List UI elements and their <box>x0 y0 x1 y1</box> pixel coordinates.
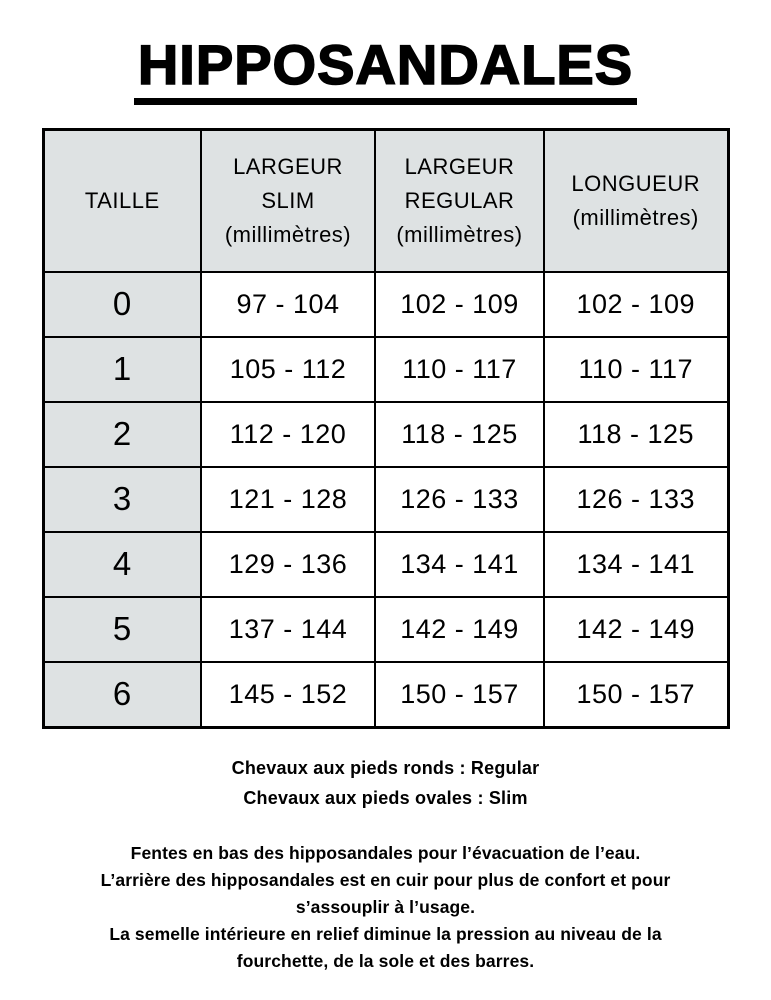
description-line: s’assouplir à l’usage. <box>295 896 476 917</box>
fit-note-slim: Chevaux aux pieds ovales : Slim <box>243 787 528 808</box>
slim-width-cell: 97 - 104 <box>201 272 375 337</box>
table-row <box>43 272 728 337</box>
col-header-taille <box>43 129 201 272</box>
length-cell: 150 - 157 <box>544 662 728 728</box>
table-header-row <box>43 129 728 272</box>
page-title-text: HIPPOSANDALES <box>134 36 637 105</box>
col-header-largeur-slim <box>201 129 375 272</box>
slim-width-cell: 129 - 136 <box>201 532 375 597</box>
regular-width-cell: 134 - 141 <box>375 532 544 597</box>
fit-notes <box>0 753 771 813</box>
col-header-label: LARGEUR <box>404 153 515 179</box>
slim-width-cell: 105 - 112 <box>201 337 375 402</box>
regular-width-cell: 102 - 109 <box>375 272 544 337</box>
description-line: L’arrière des hipposandales est en cuir pour plus de confort et pour <box>100 869 671 890</box>
size-cell: 1 <box>43 337 201 402</box>
table-row <box>43 662 728 728</box>
slim-width-cell: 112 - 120 <box>201 402 375 467</box>
description-line: Fentes en bas des hipposandales pour l’évacuation de l’eau. <box>130 842 641 863</box>
length-cell: 118 - 125 <box>544 402 728 467</box>
length-cell: 126 - 133 <box>544 467 728 532</box>
regular-width-cell: 142 - 149 <box>375 597 544 662</box>
description-line: La semelle intérieure en relief diminue la pression au niveau de la <box>109 923 662 944</box>
description-line: fourchette, de la sole et des barres. <box>236 950 535 971</box>
length-cell: 134 - 141 <box>544 532 728 597</box>
table-row <box>43 467 728 532</box>
size-cell: 5 <box>43 597 201 662</box>
regular-width-cell: 126 - 133 <box>375 467 544 532</box>
fit-note-regular: Chevaux aux pieds ronds : Regular <box>231 757 540 778</box>
col-header-label: SLIM <box>261 187 315 213</box>
col-header-unit: (millimètres) <box>396 221 523 247</box>
col-header-label: LARGEUR <box>233 153 343 179</box>
col-header-unit: (millimètres) <box>224 221 352 247</box>
table-row <box>43 337 728 402</box>
col-header-largeur-regular <box>375 129 544 272</box>
regular-width-cell: 150 - 157 <box>375 662 544 728</box>
page-title <box>0 33 771 105</box>
regular-width-cell: 110 - 117 <box>375 337 544 402</box>
size-chart-page <box>0 33 771 1000</box>
size-cell: 4 <box>43 532 201 597</box>
length-cell: 142 - 149 <box>544 597 728 662</box>
table-row <box>43 597 728 662</box>
size-cell: 0 <box>43 272 201 337</box>
regular-width-cell: 118 - 125 <box>375 402 544 467</box>
col-header-unit: (millimètres) <box>572 204 699 230</box>
col-header-label: LONGUEUR <box>571 170 701 196</box>
slim-width-cell: 137 - 144 <box>201 597 375 662</box>
col-header-label: TAILLE <box>84 187 160 213</box>
col-header-label: REGULAR <box>404 187 515 213</box>
slim-width-cell: 145 - 152 <box>201 662 375 728</box>
length-cell: 110 - 117 <box>544 337 728 402</box>
slim-width-cell: 121 - 128 <box>201 467 375 532</box>
size-table <box>42 128 730 729</box>
size-cell: 2 <box>43 402 201 467</box>
table-row <box>43 402 728 467</box>
col-header-longueur <box>544 129 728 272</box>
table-row <box>43 532 728 597</box>
size-cell: 6 <box>43 662 201 728</box>
length-cell: 102 - 109 <box>544 272 728 337</box>
product-description <box>0 840 771 975</box>
size-cell: 3 <box>43 467 201 532</box>
